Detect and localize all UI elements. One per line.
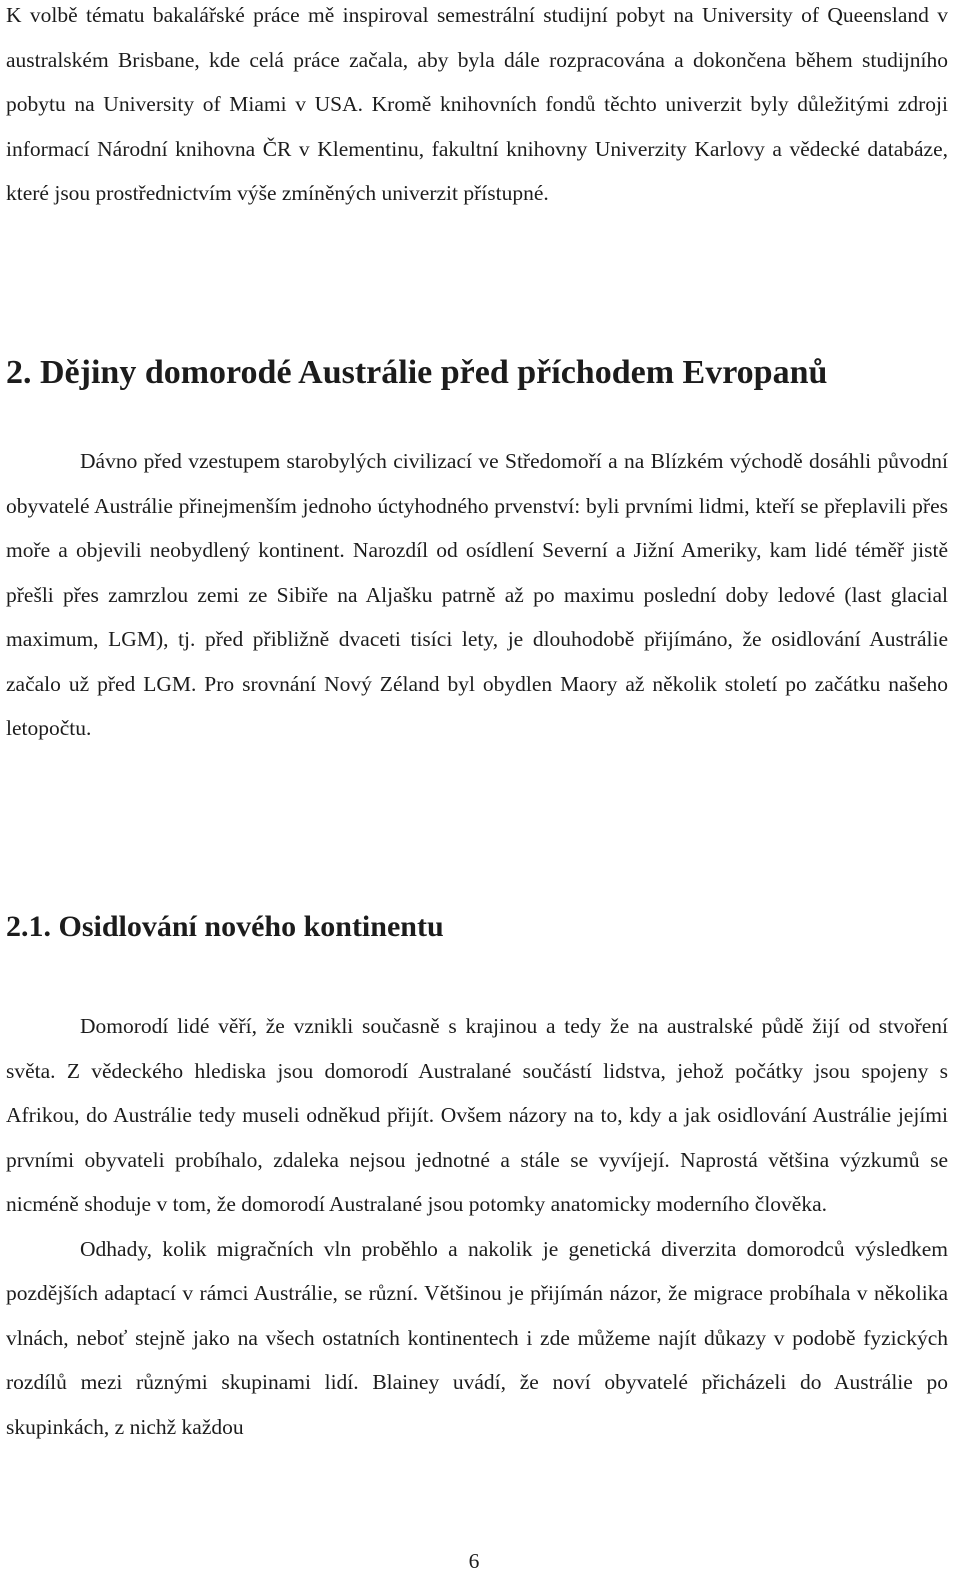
page-number: 6	[468, 1549, 480, 1573]
body-paragraph: Domorodí lidé věří, že vznikli současně s krajinou a tedy že na australské půdě žijí od stvoření světa. Z vědeckého hlediska jsou domorodí Australané součástí lidstva, jehož počátky jsou spojeny s Afrikou, do Austrálie tedy museli odněkud přijít. Ovšem názory na to, kdy a jak osidlování Austrálie jejími prvními obyvateli probíhalo, zdaleka nejsou jednotné a stále se vyvíjejí. Naprostá většina výzkumů se nicméně shoduje v tom, že domorodí Australané jsou potomky anatomicky moderního člověka.	[6, 1014, 948, 1216]
section-body	[6, 1004, 948, 1449]
body-paragraph: Odhady, kolik migračních vln proběhlo a nakolik je genetická diverzita domorodců výsledkem pozdějších adaptací v rámci Austrálie, se různí. Většinou je přijímán názor, že migrace probíhala v několika vlnách, neboť stejně jako na všech ostatních kontinentech i zde můžeme najít důkazy v podobě fyzických rozdílů mezi různými skupinami lidí. Blainey uvádí, že noví obyvatelé přicházeli do Austrálie po skupinkách, z nichž každou	[6, 1236, 948, 1439]
chapter-heading: 2. Dějiny domorodé Austrálie před příchodem Evropanů	[6, 354, 828, 391]
intro-paragraph: K volbě tématu bakalářské práce mě inspiroval semestrální studijní pobyt na University of Queensland v australském Brisbane, kde celá práce začala, aby byla dále rozpracována a dokončena během studijního pobytu na University of Miami v USA. Kromě knihovních fondů těchto univerzit byly důležitými zdroji informací Národní knihovna ČR v Klementinu, fakultní knihovny Univerzity Karlovy a vědecké databáze, které jsou prostřednictvím výše zmíněných univerzit přístupné.	[6, 3, 948, 205]
chapter-body	[6, 439, 948, 751]
body-paragraph: Dávno před vzestupem starobylých civilizací ve Středomoří a na Blízkém východě dosáhli původní obyvatelé Austrálie přinejmenším jednoho úctyhodného prvenství: byli prvními lidmi, kteří se přeplavili přes moře a objevili neobydlený kontinent. Narozdíl od osídlení Severní a Jižní Ameriky, kam lidé téměř jistě přešli přes zamrzlou zemi ze Sibiře na Aljašku patrně až po maximu poslední doby ledové (last glacial maximum, LGM), tj. před přibližně dvaceti tisíci lety, je dlouhodobě přijímáno, že osidlování Austrálie začalo už před LGM. Pro srovnání Nový Zéland byl obydlen Maory až několik století po začátku našeho letopočtu.	[6, 449, 948, 740]
section-heading: 2.1. Osidlování nového kontinentu	[6, 910, 444, 943]
